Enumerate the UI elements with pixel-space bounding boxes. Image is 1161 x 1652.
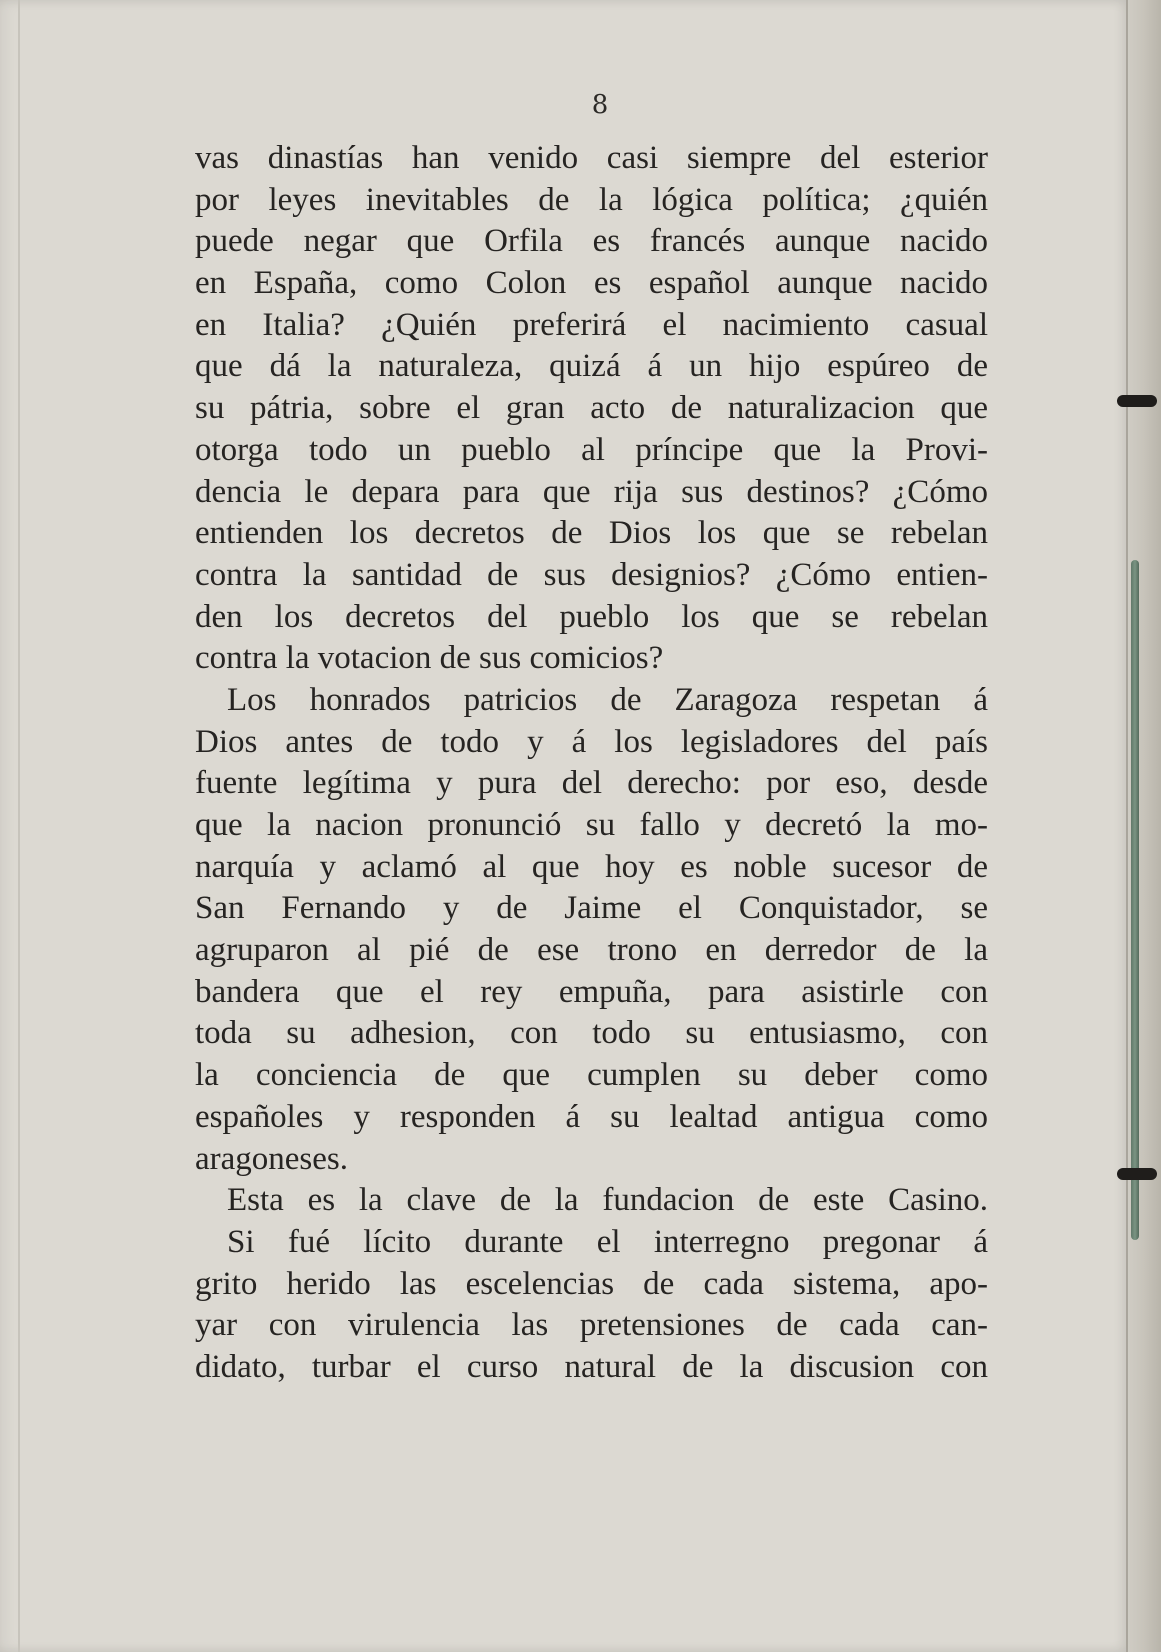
binding-staple bbox=[1117, 1168, 1157, 1180]
text-line: grito herido las escelencias de cada sistema, apo- bbox=[195, 1265, 988, 1302]
text-line: entienden los decretos de Dios los que se rebelan bbox=[195, 515, 988, 552]
text-line: San Fernando y de Jaime el Conquistador, se bbox=[195, 890, 988, 927]
text-line: toda su adhesion, con todo su entusiasmo, con bbox=[195, 1015, 988, 1052]
text-line: otorga todo un pueblo al príncipe que la Provi- bbox=[195, 431, 988, 468]
binding-thread bbox=[1131, 560, 1139, 1240]
text-line: bandera que el rey empuña, para asistirle con bbox=[195, 973, 988, 1010]
text-line: Dios antes de todo y á los legisladores del país bbox=[195, 723, 988, 760]
text-line: narquía y aclamó al que hoy es noble sucesor de bbox=[195, 848, 988, 885]
text-line: contra la votacion de sus comicios? bbox=[195, 640, 664, 677]
text-line: su pátria, sobre el gran acto de naturalizacion que bbox=[195, 390, 988, 427]
text-line: dencia le depara para que rija sus destinos? ¿Cómo bbox=[195, 473, 988, 510]
page-edge-shadow bbox=[18, 0, 20, 1652]
text-line: españoles y responden á su lealtad antigua como bbox=[195, 1098, 988, 1135]
text-line: fuente legítima y pura del derecho: por eso, desde bbox=[195, 765, 988, 802]
page-number: 8 bbox=[591, 90, 609, 120]
text-line: Esta es la clave de la fundacion de este Casino. bbox=[227, 1182, 988, 1219]
text-line: Si fué lícito durante el interregno pregonar á bbox=[227, 1223, 988, 1260]
text-line: aragoneses. bbox=[195, 1140, 349, 1177]
text-line: en España, como Colon es español aunque nacido bbox=[195, 265, 988, 302]
text-line: la conciencia de que cumplen su deber como bbox=[195, 1057, 988, 1094]
text-line: puede negar que Orfila es francés aunque nacido bbox=[195, 223, 988, 260]
text-line: den los decretos del pueblo los que se rebelan bbox=[195, 598, 988, 635]
text-line: por leyes inevitables de la lógica política; ¿quién bbox=[195, 181, 988, 218]
text-line: yar con virulencia las pretensiones de cada can- bbox=[195, 1307, 988, 1344]
text-line: didato, turbar el curso natural de la discusion con bbox=[195, 1348, 988, 1385]
body-text bbox=[195, 138, 988, 1389]
text-line: contra la santidad de sus designios? ¿Cómo entien- bbox=[195, 556, 988, 593]
text-line: agruparon al pié de ese trono en derredor de la bbox=[195, 932, 988, 969]
text-line: que la nacion pronunció su fallo y decretó la mo- bbox=[195, 807, 988, 843]
text-line: que dá la naturaleza, quizá á un hijo espúreo de bbox=[195, 348, 988, 385]
book-spine-gutter bbox=[1126, 0, 1161, 1652]
text-line: en Italia? ¿Quién preferirá el nacimiento casual bbox=[195, 306, 988, 343]
text-line: vas dinastías han venido casi siempre del esterior bbox=[195, 140, 988, 176]
binding-staple bbox=[1117, 395, 1157, 407]
text-line: Los honrados patricios de Zaragoza respetan á bbox=[227, 681, 988, 718]
